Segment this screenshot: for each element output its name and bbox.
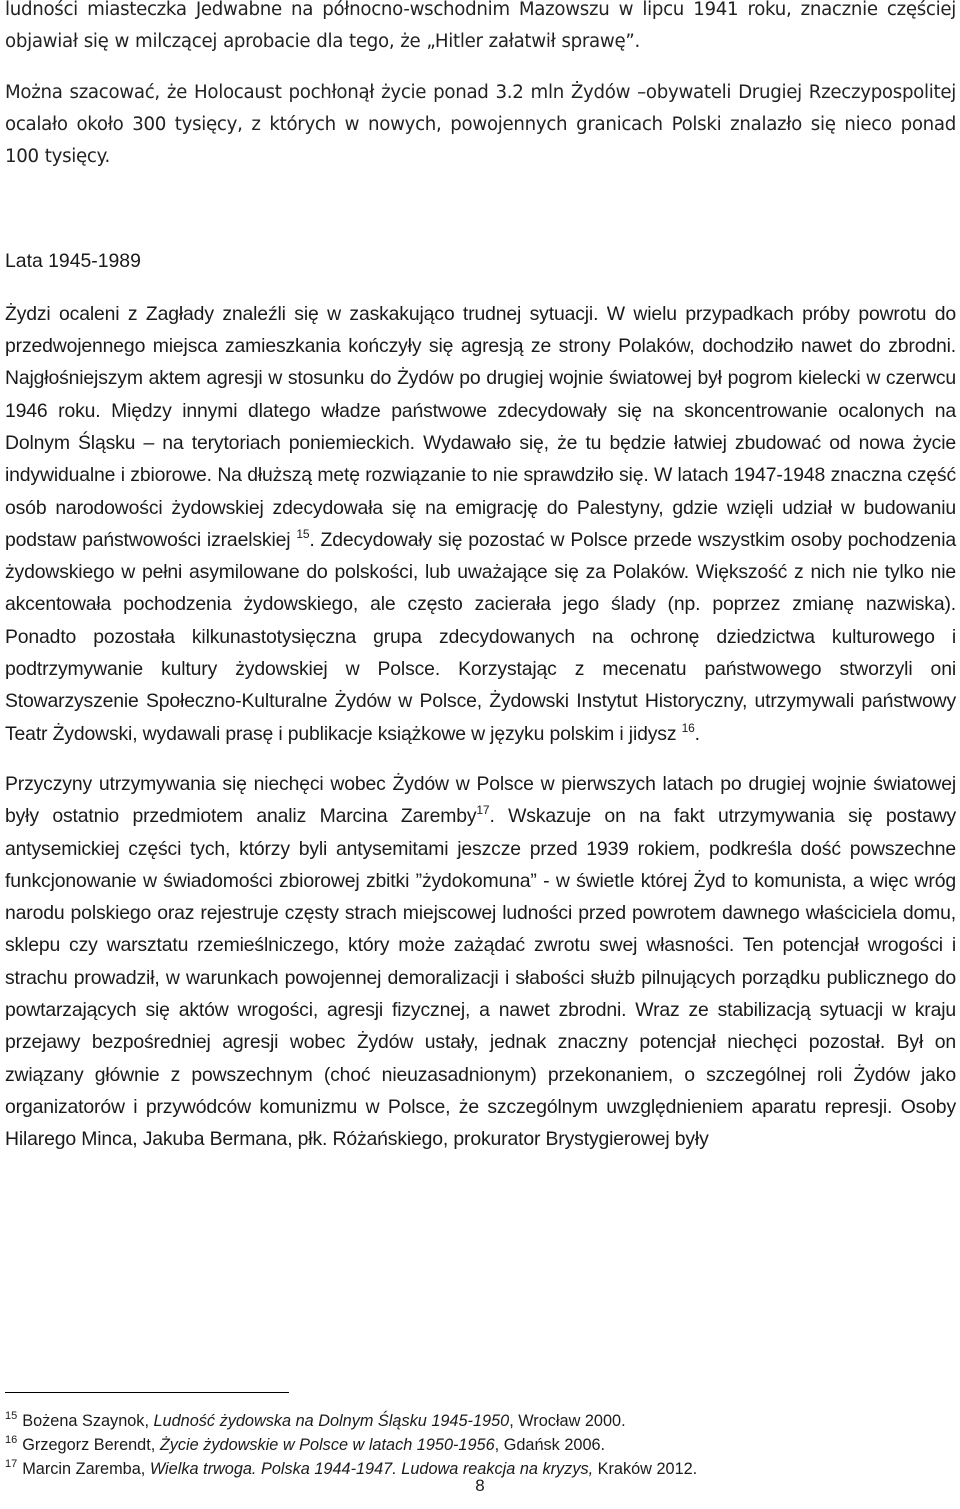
document-page (5, 0, 956, 1156)
footnote-publication: , Wrocław 2000. (509, 1412, 626, 1430)
section-heading: Lata 1945-1989 (5, 250, 141, 273)
paragraph-causes-text-2: . Wskazuje on na fakt utrzymywania się postawy antysemickiej części tych, którzy byli antysemitami jeszcze przed 1939 rokiem, podkreśla dość powszechne funkcjonowanie w świadomości zbiorowej zbitki ”żydokomuna” - w świetle której Żyd to komunista, a więc wróg narodu polskiego oraz rejestruje częsty strach miejscowej ludności przed powrotem dawnego właściciela domu, sklepu czy warsztatu rzemieślniczego, który może zażądać zwrotu swej własności. Ten potencjał wrogości i strachu prowadził, w warunkach powojennej demoralizacji i słabości służb pilnujących porządku publicznego do powtarzających się aktów wrogości, agresji fizycznej, a nawet zbrodni. Wraz ze stabilizacją sytuacji w kraju przejawy bezpośredniej agresji wobec Żydów ustały, jednak znaczny potencjał niechęci pozostał. Był on związany głównie z powszechnym (choć nieuzasadnionym) przekonaniem, o szczególnej roli Żydów jako organizatorów i przywódców komunizmu w Polsce, że szczególnym uwzględnieniem aparatu represji. Osoby Hilarego Minca, Jakuba Bermana, płk. Różańskiego, prokurator Brystygierowej były (5, 805, 957, 1151)
paragraph-survivors (5, 298, 956, 750)
paragraph-survivors-text-1: Żydzi ocaleni z Zagłady znaleźli się w zaskakująco trudnej sytuacji. W wielu przypadkach próby powrotu do przedwojennego miejsca zamieszkania kończyły się agresją ze strony Polaków, dochodziło nawet do zbrodni. Najgłośniejszym aktem agresji w stosunku do Żydów po drugiej wojnie światowej był pogrom kielecki w czerwcu 1946 roku. Między innymi dlatego władze państwowe zdecydowały się na skoncentrowanie ocalonych na Dolnym Śląsku – na terytoriach poniemieckich. Wydawało się, że tu będzie łatwiej zbudować od nowa życie indywidualne i zbiorowe. Na dłuższą metę rozwiązanie to nie sprawdziło się. W latach 1947-1948 znaczna część osób narodowości żydowskiej zdecydowała się na emigrację do Palestyny, gdzie wzięli udział w budowaniu podstaw państwowości izraelskiej (5, 302, 956, 551)
footnote-title: Ludność żydowska na Dolnym Śląsku 1945-1950 (153, 1412, 510, 1430)
footnote-ref-16[interactable]: 16 (681, 720, 695, 735)
page-number: 8 (475, 1476, 485, 1495)
footnote-number: 16 (5, 1434, 18, 1447)
paragraph-survivors-text-3: . (694, 722, 700, 745)
footnote-author: Bożena Szaynok, (22, 1412, 154, 1430)
paragraph-holocaust-estimate: Można szacować, że Holocaust pochłonął życie ponad 3.2 mln Żydów –obywateli Drugiej Rzeczypospolitej ocalało około 300 tysięcy, z których w nowych, powojennych granicach Polski znalazło się nieco ponad 100 tysięcy. (5, 81, 956, 168)
footnote-number: 17 (5, 1458, 18, 1471)
footnote-publication: Kraków 2012. (593, 1460, 698, 1479)
footnote-separator (5, 1392, 289, 1393)
footnote-15 (5, 1409, 956, 1433)
footnote-ref-17[interactable]: 17 (476, 803, 490, 818)
footnote-16 (5, 1433, 956, 1457)
paragraph-survivors-text-2: . Zdecydowały się pozostać w Polsce przede wszystkim osoby pochodzenia żydowskiego w pełni asymilowane do polskości, lub uważające się za Polaków. Większość z nich nie tylko nie akcentowała pochodzenia żydowskiego, ale często zacierała jego ślady (np. poprzez zmianę nazwiska). Ponadto pozostała kilkunastotysięczna grupa zdecydowanych na ochronę dziedzictwa kulturowego i podtrzymywanie kultury żydowskiej w Polsce. Korzystając z mecenatu państwowego stworzyli oni Stowarzyszenie Społeczno-Kulturalne Żydów w Polsce, Żydowski Instytut Historyczny, utrzymywali państwowy Teatr Żydowski, wydawali prasę i publikacje książkowe w języku polskim i jidysz (5, 528, 956, 745)
footnotes (5, 1409, 956, 1482)
paragraph-intro-continued: ludności miasteczka Jedwabne na północno-wschodnim Mazowszu w lipcu 1941 roku, znacznie częściej objawiał się w milczącej aprobacie dla tego, że „Hitler załatwił sprawę”. (5, 0, 956, 53)
footnote-publication: , Gdańsk 2006. (494, 1436, 606, 1455)
paragraph-causes (5, 768, 956, 1156)
footnote-author: Marcin Zaremba, (22, 1460, 150, 1479)
footnote-number: 15 (5, 1410, 18, 1422)
footnote-author: Grzegorz Berendt, (22, 1436, 160, 1455)
footnote-title: Wielka trwoga. Polska 1944-1947. Ludowa reakcja na kryzys, (149, 1460, 594, 1479)
paragraph-causes-text-1: Przyczyny utrzymywania się niechęci wobec Żydów w Polsce w pierwszych latach po drugiej wojnie światowej były ostatnio przedmiotem analiz Marcina Zaremby (5, 772, 956, 828)
footnote-ref-15[interactable]: 15 (296, 526, 310, 541)
footnote-title: Życie żydowskie w Polsce w latach 1950-1956 (159, 1436, 495, 1455)
